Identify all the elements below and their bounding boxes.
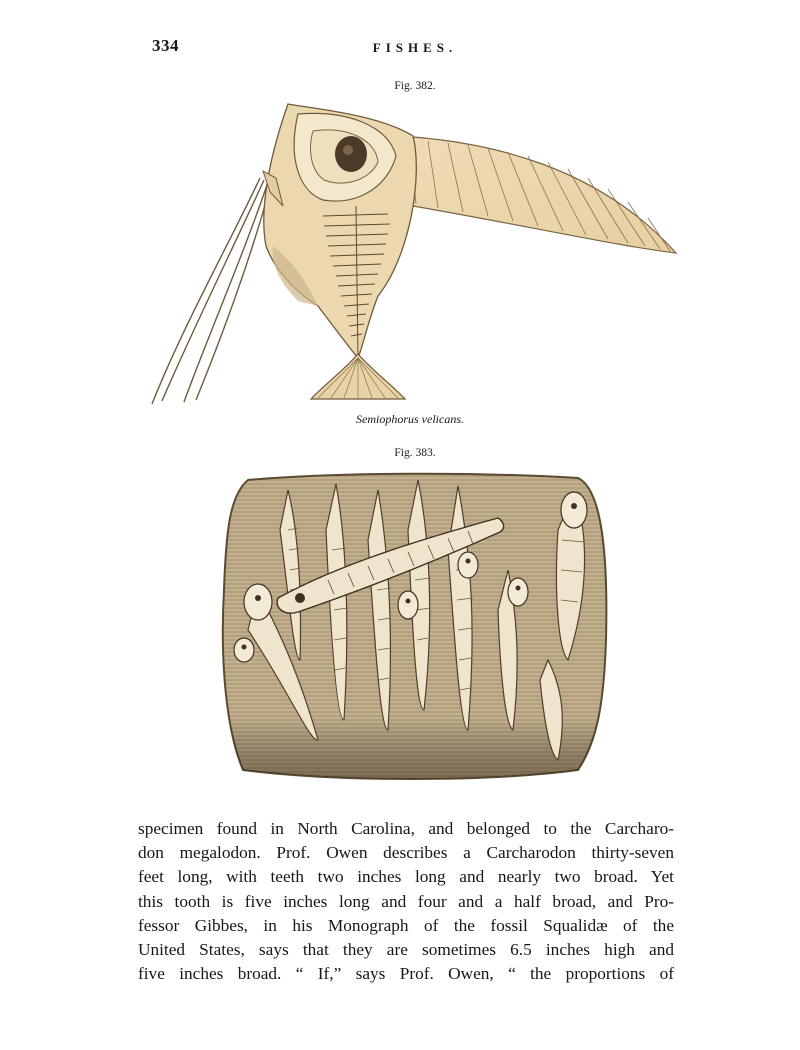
body-line: fessor Gibbes, in his Monograph of the fossil Squalidæ of the — [138, 915, 674, 935]
body-line: five inches broad. “ If,” says Prof. Owen, “ the proportions of — [138, 964, 674, 984]
ventral-fin-filaments — [152, 178, 271, 404]
body-line: don megalodon. Prof. Owen describes a Carcharodon thirty-seven — [138, 843, 674, 863]
body-line: this tooth is five inches long and four and a half broad, and Pro- — [138, 891, 674, 911]
body-paragraph — [138, 817, 674, 986]
figure-382-caption: Semiophorus velicans. — [356, 412, 464, 426]
running-head: FISHES. — [372, 40, 458, 55]
dorsal-sail — [398, 136, 676, 253]
page-number: 334 — [152, 36, 179, 55]
body-line: feet long, with teeth two inches long and nearly two broad. Yet — [138, 867, 674, 887]
figure-382-illustration — [148, 96, 688, 408]
body-line: United States, says that they are sometimes 6.5 inches high and — [138, 940, 674, 960]
figure-382-label: Fig. 382. — [394, 80, 436, 92]
figure-383-illustration — [218, 470, 610, 782]
figure-383-label: Fig. 383. — [394, 447, 436, 459]
body-line: specimen found in North Carolina, and belonged to the Carcharo- — [138, 819, 674, 838]
